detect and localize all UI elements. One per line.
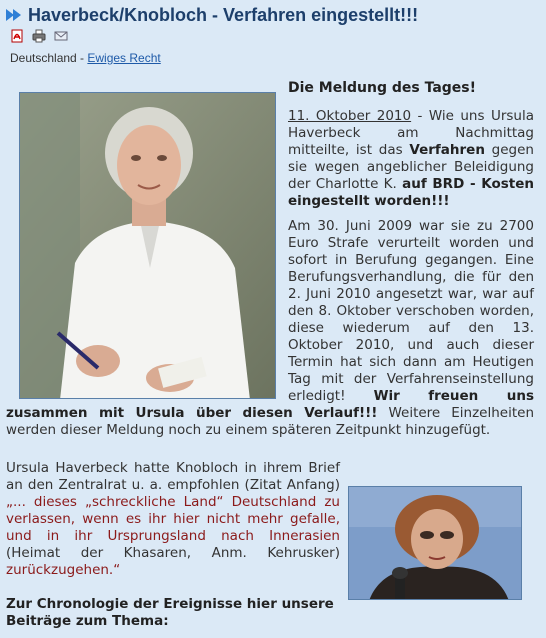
p3-text-a: Ursula Haverbeck hatte Knobloch in ihrem Brief an den Zentralrat u. a. empfohlen (Zitat Anfang)	[6, 460, 340, 493]
p1-text-a: - Wie uns Ursula Haverbeck am Nachmittag mitteilte, ist das	[288, 108, 534, 158]
p1-bold-1: Verfahren	[409, 142, 485, 158]
category-prefix: Deutschland -	[10, 51, 88, 65]
chronology-heading: Zur Chronologie der Ereignisse hier unsere Beiträge zum Thema:	[6, 596, 334, 629]
p1-text-c: gegen sie wegen angeblicher Beleidigung der Charlotte K.	[288, 142, 534, 192]
p3-quote-2: zurückzugehen.“	[6, 562, 121, 578]
page-title: Haverbeck/Knobloch - Verfahren eingestellt!!!	[28, 4, 419, 25]
p2-text-c: Weitere Einzelheiten werden dieser Meldung noch zu einem späteren Zeitpunkt hinzugefügt.	[6, 405, 535, 438]
title-row	[6, 4, 418, 26]
photo-knobloch	[348, 486, 522, 600]
p2-text-a: Am 30. Juni 2009 war sie zu 2700 Euro Strafe verurteilt worden und sofort in Berufung gegangen. Eine Berufungsverhandlung, die für den 2. Juni 2010 angesetzt war, war auf den 8. Oktober verschoben worden, diese wiederum auf den 13. Oktober 2010, und auch dieser Termin hat sich dann am Heutigen Tag mit der Verfahrenseinstellung erledigt!	[288, 218, 534, 404]
pdf-icon[interactable]	[10, 29, 24, 43]
paragraph-2-flow	[6, 218, 534, 439]
p3-quote-1: „... dieses „schreckliche Land“ Deutschland zu verlassen, wenn es ihr hier nicht mehr gefalle, und in ihr Ursprungsland nach Innerasien	[6, 494, 340, 544]
float-spacer	[6, 218, 288, 398]
paragraph-3	[6, 460, 340, 579]
photo-knobloch-image	[349, 487, 522, 600]
headline: Die Meldung des Tages!	[288, 80, 477, 96]
category-link[interactable]: Ewiges Recht	[87, 51, 161, 65]
news-date: 11. Oktober 2010	[288, 108, 412, 124]
paragraph-1	[288, 108, 534, 210]
p3-text-b: (Heimat der Khasaren, Anm. Kehrusker)	[6, 545, 340, 561]
article-tools	[10, 29, 68, 43]
email-icon[interactable]	[54, 29, 68, 43]
p2-bold: Wir freuen uns zusammen mit Ursula über diesen Verlauf!!!	[6, 388, 534, 421]
category-line	[10, 51, 161, 65]
double-arrow-icon	[6, 8, 24, 22]
print-icon[interactable]	[32, 29, 46, 43]
p1-bold-2: auf BRD - Kosten eingestellt worden!!!	[288, 176, 534, 209]
